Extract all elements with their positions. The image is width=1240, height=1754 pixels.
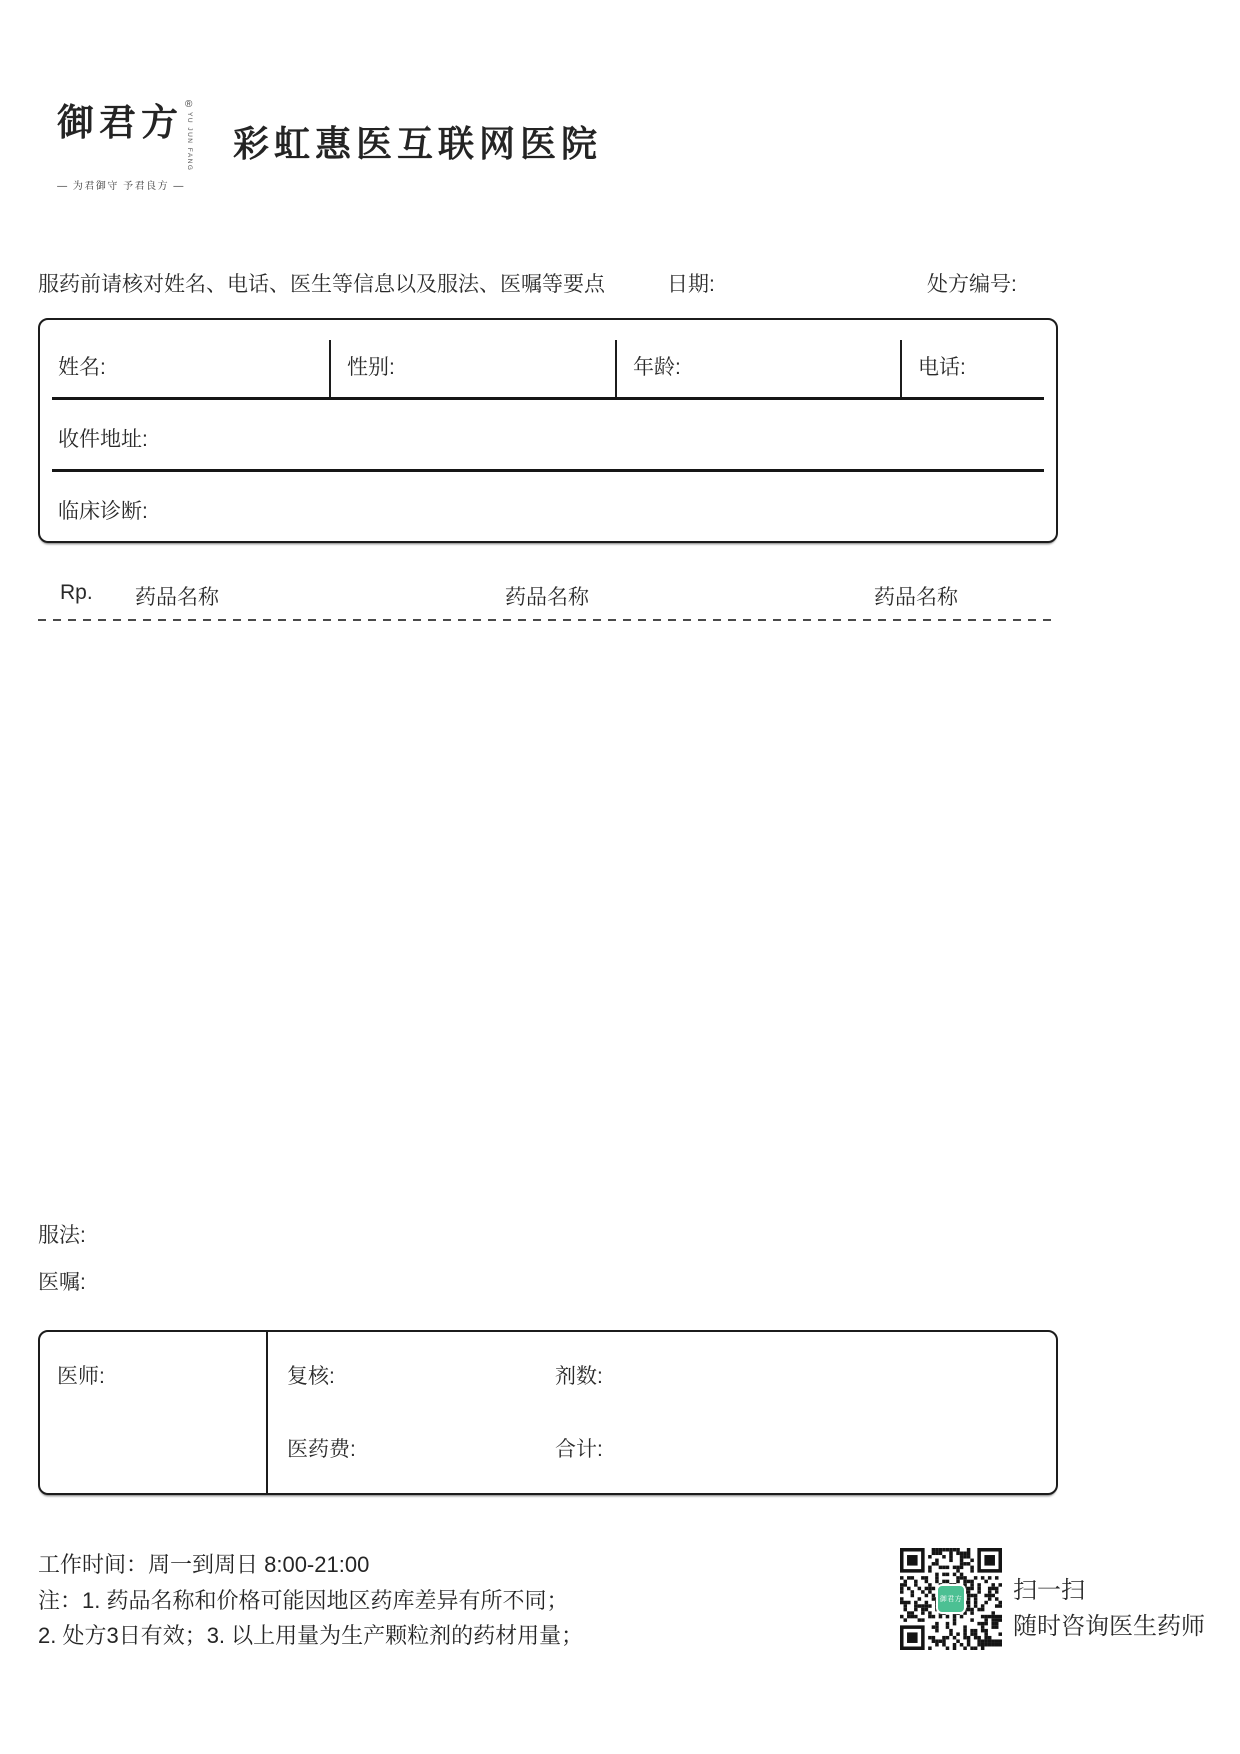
scan-hint-subtitle: 随时咨询医生药师 bbox=[1013, 1613, 1205, 1640]
registered-trademark-icon: ® bbox=[185, 99, 193, 110]
work-hours-text: 工作时间：周一到周日 8:00-21:00 bbox=[38, 1552, 370, 1577]
rp-header-row bbox=[38, 581, 1058, 607]
brand-name: 御君方 bbox=[57, 100, 183, 144]
note-text-1: 注：1. 药品名称和价格可能因地区药库差异有所不同； bbox=[38, 1588, 569, 1613]
gender-field-label: 性别: bbox=[347, 355, 395, 379]
patient-info-box bbox=[38, 318, 1058, 543]
dose-count-field-label: 剂数: bbox=[555, 1365, 603, 1388]
check-info-text: 服药前请核对姓名、电话、医生等信息以及服法、医嘱等要点 bbox=[38, 273, 605, 296]
drug-name-column-header: 药品名称 bbox=[505, 586, 589, 609]
diagnosis-field-label: 临床诊断: bbox=[58, 499, 148, 523]
address-field bbox=[40, 400, 1056, 469]
qr-code bbox=[900, 1548, 1002, 1650]
diagnosis-field bbox=[40, 472, 1056, 541]
cell-divider bbox=[615, 340, 617, 397]
total-field-label: 合计: bbox=[555, 1438, 603, 1461]
name-field-label: 姓名: bbox=[58, 355, 106, 379]
review-field-label: 复核: bbox=[287, 1365, 335, 1388]
scan-hint-title: 扫一扫 bbox=[1013, 1577, 1085, 1604]
brand-side bbox=[185, 100, 192, 171]
cell-divider bbox=[900, 340, 902, 397]
name-field bbox=[40, 320, 329, 397]
dashed-divider bbox=[38, 619, 1058, 621]
usage-method-label: 服法: bbox=[38, 1224, 86, 1247]
patient-identity-row bbox=[40, 320, 1056, 397]
address-field-label: 收件地址: bbox=[58, 427, 148, 451]
brand-logo bbox=[57, 99, 193, 193]
note-text-2: 2. 处方3日有效；3. 以上用量为生产颗粒剂的药材用量； bbox=[38, 1623, 584, 1648]
cell-divider bbox=[266, 1332, 268, 1493]
age-field bbox=[615, 320, 900, 397]
age-field-label: 年龄: bbox=[633, 355, 681, 379]
prescription-body-empty bbox=[38, 622, 1058, 1202]
date-label: 日期: bbox=[667, 273, 715, 296]
gender-field bbox=[329, 320, 615, 397]
hospital-title: 彩虹惠医互联网医院 bbox=[233, 123, 603, 164]
fee-field-label: 医药费: bbox=[287, 1438, 356, 1461]
drug-name-column-header: 药品名称 bbox=[135, 586, 219, 609]
brand-tagline: — 为君御守 予君良方 — bbox=[57, 181, 185, 193]
rp-label: Rp. bbox=[60, 581, 93, 604]
doctor-advice-label: 医嘱: bbox=[38, 1271, 86, 1294]
drug-name-column-header: 药品名称 bbox=[874, 586, 958, 609]
cell-divider bbox=[329, 340, 331, 397]
qr-center-logo: 御君方 bbox=[936, 1584, 966, 1614]
phone-field bbox=[900, 320, 1056, 397]
doctor-field-label: 医师: bbox=[57, 1365, 105, 1388]
rx-number-label: 处方编号: bbox=[927, 273, 1017, 296]
brand-vertical-text: YU JUN FANG bbox=[185, 112, 193, 172]
notice-line bbox=[0, 268, 1240, 296]
signature-box bbox=[38, 1330, 1058, 1495]
phone-field-label: 电话: bbox=[918, 355, 966, 379]
